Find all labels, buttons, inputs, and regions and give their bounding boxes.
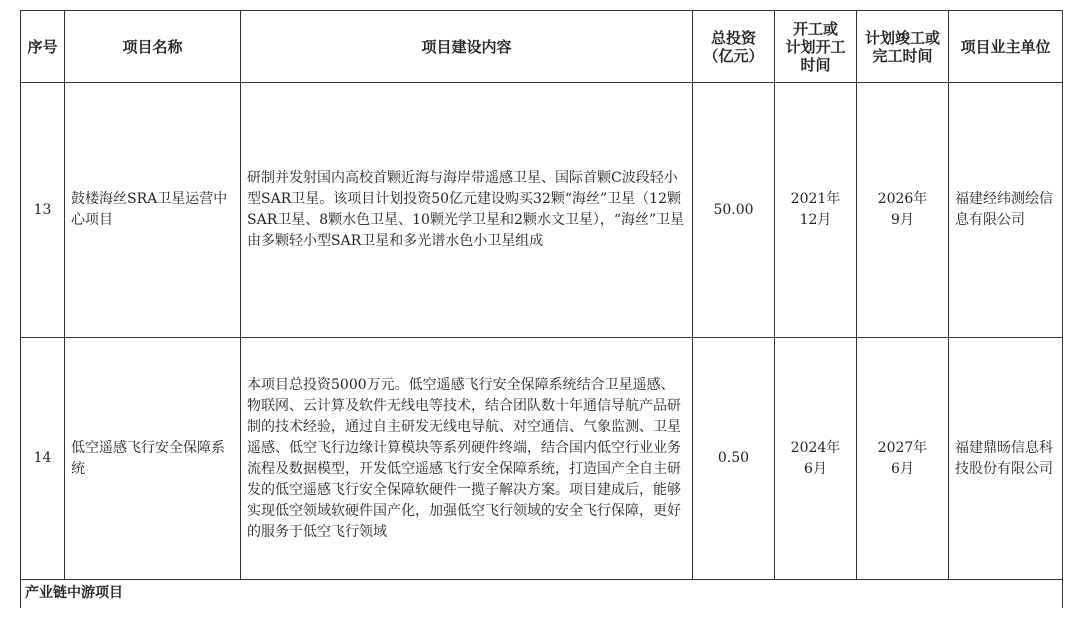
header-name: 项目名称 xyxy=(65,11,241,83)
table-row xyxy=(21,83,1063,338)
header-investment: 总投资 （亿元） xyxy=(693,11,775,83)
row-investment: 50.00 xyxy=(693,83,775,338)
row-finish: 2027年 6月 xyxy=(857,338,949,580)
row-owner: 福建经纬测绘信息有限公司 xyxy=(949,83,1063,338)
row-finish: 2026年 9月 xyxy=(857,83,949,338)
table-header-row xyxy=(21,11,1063,83)
table-row xyxy=(21,338,1063,580)
row-content: 本项目总投资5000万元。低空遥感飞行安全保障系统结合卫星遥感、物联网、云计算及软件无线电等技术，结合团队数十年通信导航产品研制的技术经验，通过自主研发无线电导航、对空通信、气象监测、卫星遥感、低空飞行边缘计算模块等系列硬件终端，结合国内低空行业业务流程及数据模型，开发低空遥感飞行安全保障系统，打造国产全自主研发的低空遥感飞行安全保障软硬件一揽子解决方案。项目建成后，能够实现低空领域软硬件国产化，加强低空飞行领域的安全飞行保障，更好的服务于低空飞行领域 xyxy=(241,338,693,580)
header-start: 开工或 计划开工 时间 xyxy=(775,11,857,83)
row-investment: 0.50 xyxy=(693,338,775,580)
row-no: 14 xyxy=(21,338,65,580)
section-row xyxy=(21,580,1063,608)
row-name: 低空遥感飞行安全保障系统 xyxy=(65,338,241,580)
section-label: 产业链中游项目 xyxy=(21,580,1063,608)
row-name: 鼓楼海丝SRA卫星运营中心项目 xyxy=(65,83,241,338)
row-start: 2024年 6月 xyxy=(775,338,857,580)
project-table xyxy=(20,10,1063,608)
row-start: 2021年 12月 xyxy=(775,83,857,338)
header-no: 序号 xyxy=(21,11,65,83)
row-content: 研制并发射国内高校首颗近海与海岸带遥感卫星、国际首颗C波段轻小型SAR卫星。该项目计划投资50亿元建设购买32颗“海丝”卫星（12颗SAR卫星、8颗水色卫星、10颗光学卫星和2颗水文卫星），“海丝”卫星由多颗轻小型SAR卫星和多光谱水色小卫星组成 xyxy=(241,83,693,338)
row-no: 13 xyxy=(21,83,65,338)
header-owner: 项目业主单位 xyxy=(949,11,1063,83)
header-content: 项目建设内容 xyxy=(241,11,693,83)
header-finish: 计划竣工或 完工时间 xyxy=(857,11,949,83)
row-owner: 福建鼎旸信息科技股份有限公司 xyxy=(949,338,1063,580)
